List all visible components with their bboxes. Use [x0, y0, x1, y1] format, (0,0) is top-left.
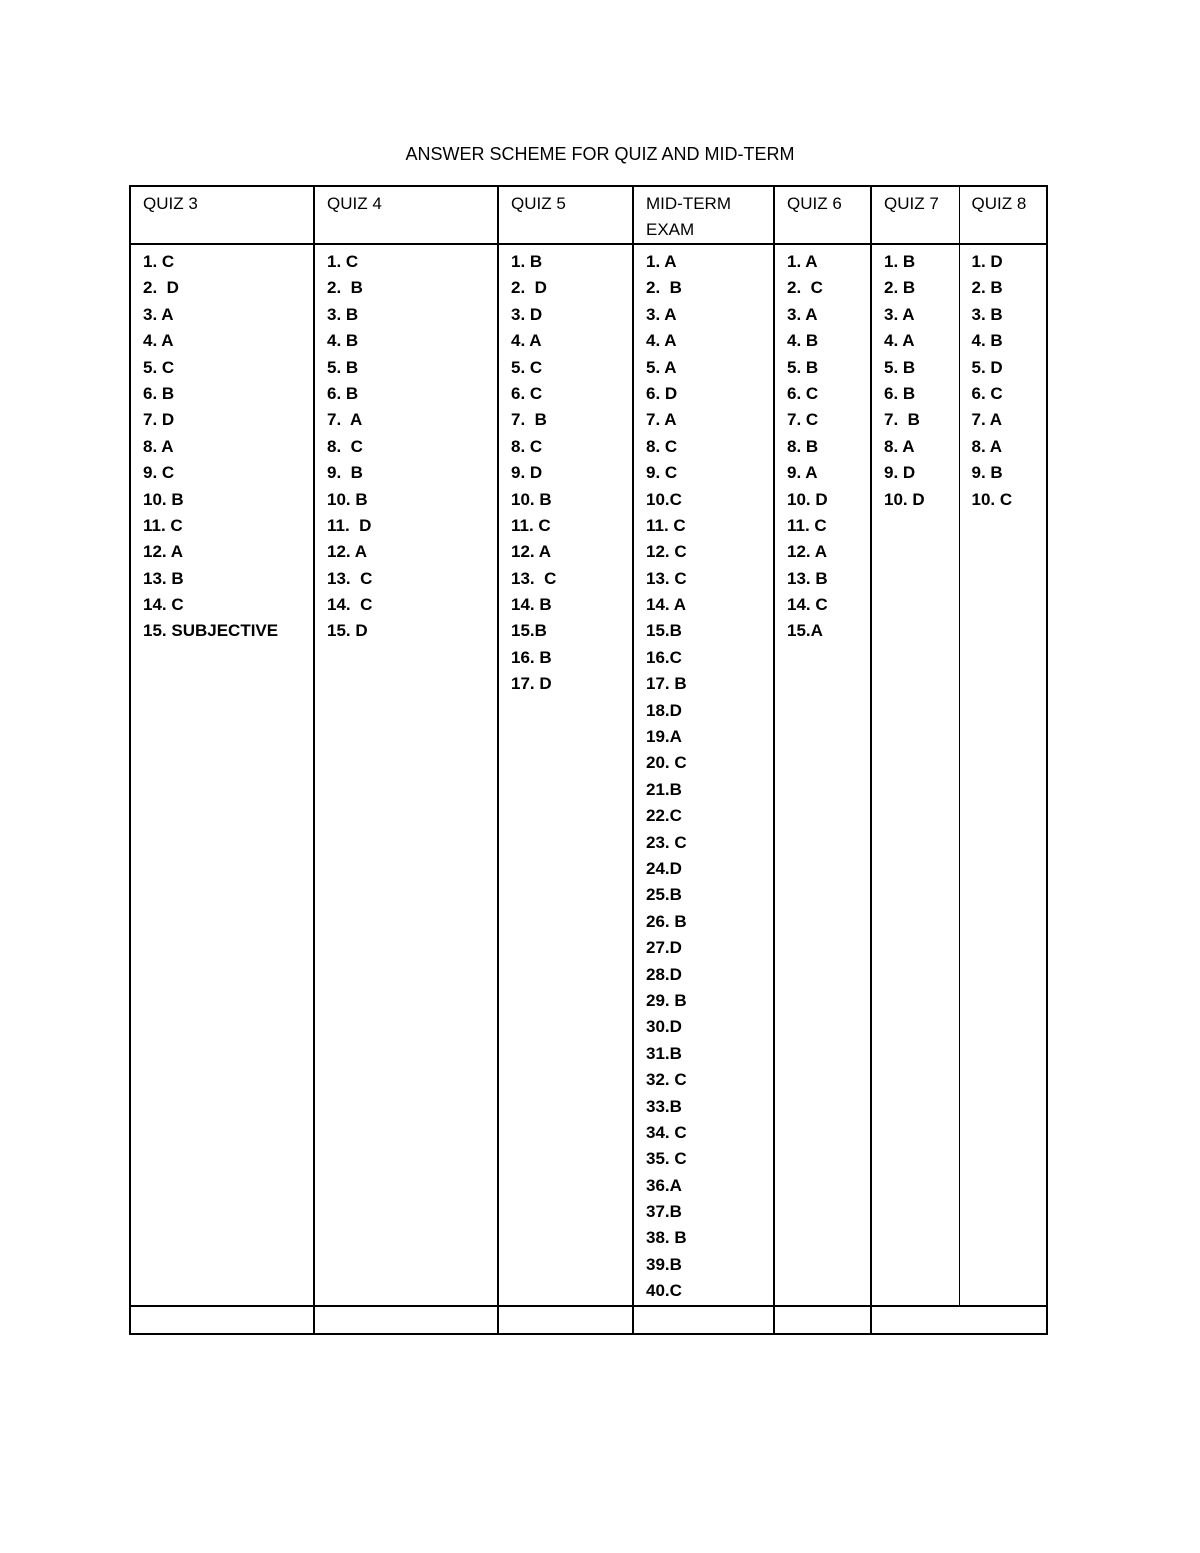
answer-item: 9. B	[971, 463, 1003, 483]
answer-item: 6. B	[143, 383, 175, 403]
answer-item: 6. D	[646, 383, 678, 403]
answer-item: 35. C	[646, 1149, 687, 1169]
answer-item: 3. A	[143, 304, 174, 324]
answer-item: 10. D	[884, 489, 925, 509]
column-header-quiz-4: QUIZ 4	[314, 186, 498, 244]
footer-cell	[871, 1306, 1047, 1334]
answers-cell-quiz-4	[314, 244, 498, 1306]
answer-item: 40.C	[646, 1281, 682, 1301]
answer-item: 5. B	[787, 357, 819, 377]
answer-item: 27.D	[646, 938, 682, 958]
footer-cell	[130, 1306, 314, 1334]
answer-item: 9. D	[884, 463, 916, 483]
answer-item: 8. A	[884, 436, 915, 456]
answer-item: 38. B	[646, 1228, 687, 1248]
answer-item: 3. D	[511, 304, 543, 324]
answer-item: 24.D	[646, 858, 682, 878]
answer-item: 1. C	[327, 252, 359, 271]
answer-item: 10. B	[511, 489, 552, 509]
answer-item: 26. B	[646, 911, 687, 931]
answer-item: 7. A	[327, 410, 363, 430]
answer-item: 4. B	[787, 331, 819, 351]
answer-item: 2. D	[511, 278, 547, 298]
column-header-mid-term: MID-TERM EXAM	[633, 186, 774, 244]
answer-item: 16.C	[646, 647, 682, 667]
answer-item: 9. A	[787, 463, 818, 483]
answer-item: 7. C	[787, 410, 819, 430]
answer-item: 11. D	[327, 515, 372, 535]
answer-item: 36.A	[646, 1175, 682, 1195]
answer-item: 2. B	[646, 278, 682, 298]
answer-item: 4. B	[327, 331, 359, 351]
answer-item: 30.D	[646, 1017, 682, 1037]
answer-item: 11. C	[646, 515, 686, 535]
answer-item: 7. A	[971, 410, 1003, 430]
answer-item: 1. C	[143, 252, 175, 271]
answer-item: 18.D	[646, 700, 682, 720]
column-header-quiz-8: QUIZ 8	[959, 186, 1047, 244]
answer-item: 9. C	[646, 463, 678, 483]
answer-item: 8. C	[327, 436, 363, 456]
answer-item: 6. B	[884, 383, 916, 403]
answer-item: 13. C	[646, 568, 687, 588]
answer-item: 5. D	[971, 357, 1003, 377]
answer-item: 33.B	[646, 1096, 682, 1116]
answer-item: 9. D	[511, 463, 543, 483]
answers-cell-quiz-7	[871, 244, 959, 1306]
answer-item: 14. C	[327, 595, 373, 615]
answer-item: 34. C	[646, 1122, 687, 1142]
answer-item: 17. B	[646, 674, 687, 694]
answer-item: 16. B	[511, 647, 552, 667]
answer-item: 1. A	[646, 252, 677, 271]
answer-item: 7. B	[884, 410, 920, 430]
answer-item: 4. A	[511, 331, 542, 351]
answer-item: 15.B	[646, 621, 682, 641]
answer-item: 4. A	[884, 331, 915, 351]
answer-item: 1. B	[511, 252, 543, 271]
answer-item: 14. C	[787, 595, 828, 615]
answer-item: 12. A	[327, 542, 368, 562]
answers-cell-quiz-5	[498, 244, 633, 1306]
answer-item: 12. C	[646, 542, 687, 562]
answer-item: 20. C	[646, 753, 687, 773]
answer-item: 3. A	[646, 304, 677, 324]
answer-item: 15. D	[327, 621, 368, 641]
answer-item: 7. B	[511, 410, 547, 430]
header-row	[130, 186, 1047, 244]
answers-row	[130, 244, 1047, 1306]
answer-list-quiz-8	[972, 249, 1047, 513]
answer-item: 28.D	[646, 964, 682, 984]
answer-item: 8. B	[787, 436, 819, 456]
answer-item: 39.B	[646, 1254, 682, 1274]
answers-cell-quiz-8	[959, 244, 1047, 1306]
column-header-quiz-5: QUIZ 5	[498, 186, 633, 244]
answer-item: 3. A	[884, 304, 915, 324]
answer-item: 12. A	[787, 542, 828, 562]
answer-item: 21.B	[646, 779, 682, 799]
answer-item: 29. B	[646, 990, 687, 1010]
answer-item: 2. C	[787, 278, 823, 298]
answer-item: 8. C	[511, 436, 543, 456]
answer-item: 17. D	[511, 674, 552, 694]
answer-list-quiz-4	[327, 249, 497, 645]
answer-item: 12. A	[143, 542, 184, 562]
answer-list-quiz-5	[511, 249, 632, 698]
answer-item: 11. C	[143, 515, 183, 535]
answer-item: 8. A	[971, 436, 1003, 456]
page-title: ANSWER SCHEME FOR QUIZ AND MID-TERM	[405, 144, 795, 164]
answer-item: 5. A	[646, 357, 677, 377]
answer-item: 8. C	[646, 436, 678, 456]
answer-item: 6. C	[971, 383, 1003, 403]
answer-table	[129, 185, 1048, 1335]
answer-item: 23. C	[646, 832, 687, 852]
answer-item: 10. B	[143, 489, 184, 509]
answer-list-quiz-6	[787, 249, 870, 645]
answer-item: 13. B	[143, 568, 184, 588]
answer-list-quiz-3	[143, 249, 313, 645]
answer-item: 4. A	[143, 331, 174, 351]
answer-item: 25.B	[646, 885, 682, 905]
answer-item: 2. B	[327, 278, 363, 298]
answer-item: 9. B	[327, 463, 363, 483]
answer-item: 13. C	[327, 568, 373, 588]
answer-list-mid-term	[646, 249, 773, 1305]
answer-item: 7. D	[143, 410, 175, 430]
answer-item: 14. A	[646, 595, 687, 615]
answer-item: 5. B	[327, 357, 359, 377]
column-header-quiz-7: QUIZ 7	[871, 186, 959, 244]
answer-item: 19.A	[646, 727, 682, 747]
answer-item: 13. B	[787, 568, 828, 588]
answer-item: 2. D	[143, 278, 179, 298]
answers-cell-mid-term	[633, 244, 774, 1306]
answer-item: 2. B	[971, 278, 1003, 298]
answers-cell-quiz-3	[130, 244, 314, 1306]
column-header-quiz-3: QUIZ 3	[130, 186, 314, 244]
answer-item: 1. A	[787, 252, 818, 271]
answer-item: 13. C	[511, 568, 557, 588]
column-header-quiz-6: QUIZ 6	[774, 186, 871, 244]
footer-cell	[774, 1306, 871, 1334]
answer-item: 1. B	[884, 252, 916, 271]
footer-cell	[314, 1306, 498, 1334]
answer-item: 11. C	[511, 515, 551, 535]
answer-item: 6. C	[787, 383, 819, 403]
answer-item: 14. B	[511, 595, 552, 615]
answer-item: 8. A	[143, 436, 174, 456]
answer-item: 5. C	[511, 357, 543, 377]
answer-item: 4. B	[971, 331, 1003, 351]
answer-item: 15.A	[787, 621, 823, 641]
answer-item: 3. B	[971, 304, 1003, 324]
answer-item: 1. D	[971, 252, 1003, 271]
answer-item: 5. B	[884, 357, 916, 377]
footer-cell	[633, 1306, 774, 1334]
answer-item: 7. A	[646, 410, 677, 430]
answer-item: 2. B	[884, 278, 916, 298]
answer-list-quiz-7	[884, 249, 959, 513]
answer-item: 32. C	[646, 1070, 687, 1090]
footer-cell	[498, 1306, 633, 1334]
answer-item: 15.B	[511, 621, 547, 641]
answer-item: 12. A	[511, 542, 552, 562]
answer-item: 10. C	[971, 489, 1013, 509]
answer-item: 37.B	[646, 1202, 682, 1222]
answer-item: 10.C	[646, 489, 682, 509]
footer-row	[130, 1306, 1047, 1334]
answer-item: 10. D	[787, 489, 828, 509]
answer-item: 31.B	[646, 1043, 682, 1063]
answer-item: 4. A	[646, 331, 677, 351]
answer-item: 14. C	[143, 595, 184, 615]
answer-item: 6. B	[327, 383, 359, 403]
answer-item: 11. C	[787, 515, 827, 535]
answer-item: 5. C	[143, 357, 175, 377]
answer-item: 10. B	[327, 489, 368, 509]
answer-item: 3. A	[787, 304, 818, 324]
answer-item: 3. B	[327, 304, 359, 324]
answer-item: 6. C	[511, 383, 543, 403]
answer-item: 9. C	[143, 463, 175, 483]
answer-item: 15. SUBJECTIVE	[143, 621, 279, 641]
answer-item: 22.C	[646, 806, 682, 826]
answers-cell-quiz-6	[774, 244, 871, 1306]
